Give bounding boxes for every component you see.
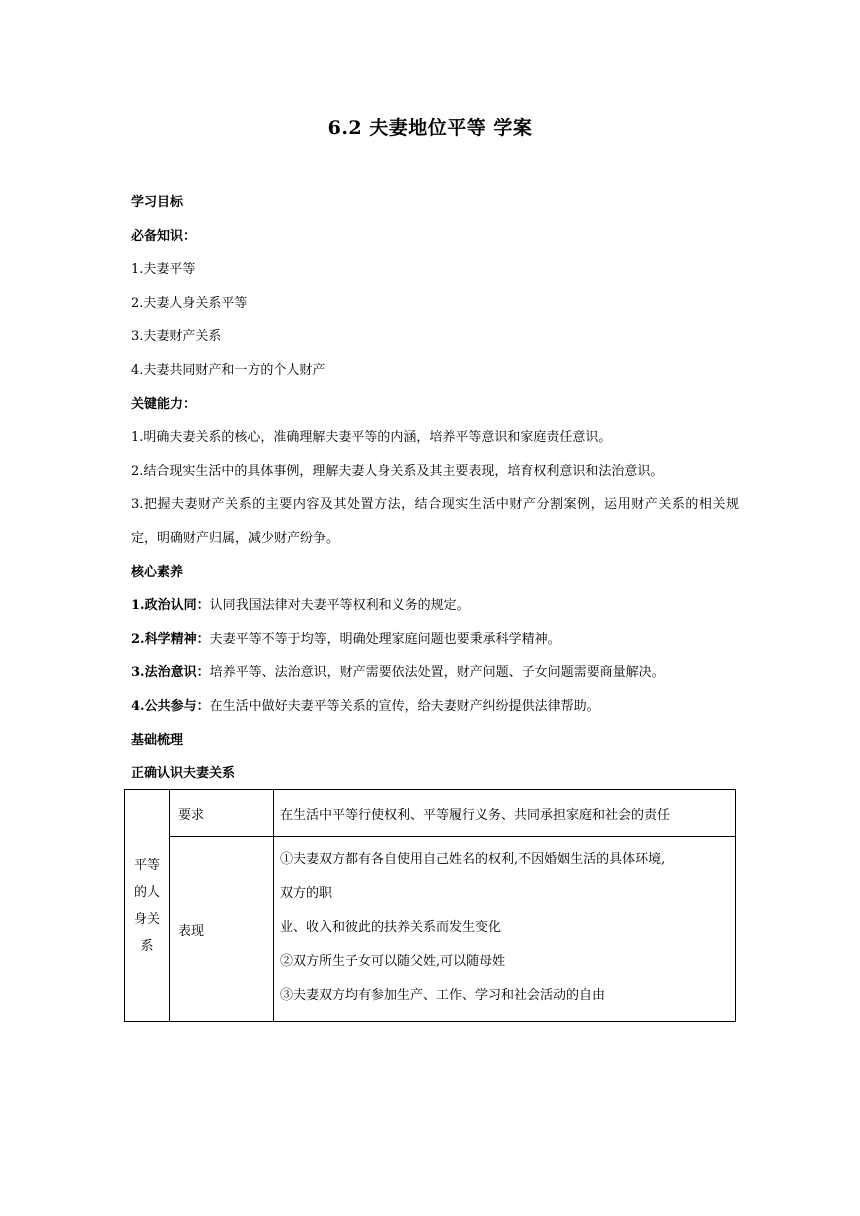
ability-item: 2.结合现实生活中的具体事例，理解夫妻人身关系及其主要表现，培育权利意识和法治意识。 [131,463,664,479]
subheading-relation: 正确认识夫妻关系 [131,766,236,782]
subheading-knowledge: 必备知识： [131,228,197,244]
knowledge-item: 3.夫妻财产关系 [131,329,222,345]
ability-item: 3.把握夫妻财产关系的主要内容及其处置方法，结合现实生活中财产分割案例，运用财产关系的相关规定，明确财产归属，减少财产纷争。 [131,497,739,546]
table-text-requirement: 在生活中平等行使权利、平等履行义务、共同承担家庭和社会的责任 [274,790,736,837]
relation-table [124,789,736,1022]
document-body [131,186,739,791]
category-line: 身关 [133,911,160,927]
section-heading-literacy: 核心素养 [131,564,184,580]
literacy-text: 夫妻平等不等于均等，明确处理家庭问题也要秉承科学精神。 [209,631,561,647]
literacy-label: 4.公共参与： [131,698,210,714]
literacy-label: 1.政治认同： [131,598,210,614]
category-line: 的人 [133,884,160,900]
literacy-label: 3.法治意识： [131,665,210,681]
literacy-label: 2.科学精神： [131,631,210,647]
category-line: 平等 [133,857,160,873]
table-text-performance [274,837,736,1022]
performance-line: 双方的职 [280,886,333,901]
literacy-item [131,656,739,690]
ability-item: 1.明确夫妻关系的核心，准确理解夫妻平等的内涵，培养平等意识和家庭责任意识。 [131,430,612,446]
performance-line: 业、收入和彼此的扶养关系而发生变化 [280,920,502,935]
performance-line: ①夫妻双方都有各自使用自己姓名的权利,不因婚姻生活的具体环境, [280,852,666,867]
literacy-item [131,589,739,623]
knowledge-item: 2.夫妻人身关系平等 [131,295,248,311]
subheading-ability: 关键能力： [131,396,197,412]
performance-line: ③夫妻双方均有参加生产、工作、学习和社会活动的自由 [280,988,606,1003]
literacy-item [131,690,739,724]
section-heading-goals: 学习目标 [131,195,184,210]
category-line: 系 [140,938,154,954]
knowledge-item: 1.夫妻平等 [131,262,196,278]
table-row [125,837,736,1022]
literacy-text: 在生活中做好夫妻平等关系的宣传，给夫妻财产纠纷提供法律帮助。 [209,698,600,714]
table-category-cell [125,790,170,1022]
literacy-text: 培养平等、法治意识，财产需要依法处置，财产问题、子女问题需要商量解决。 [209,665,665,681]
table-label-performance: 表现 [170,837,274,1022]
literacy-item [131,623,739,657]
performance-line: ②双方所生子女可以随父姓,可以随母姓 [280,954,506,969]
document-title: 6.2 夫妻地位平等 学案 [327,117,533,139]
table-row [125,790,736,837]
knowledge-item: 4.夫妻共同财产和一方的个人财产 [131,362,326,378]
section-heading-basics: 基础梳理 [131,732,184,748]
table-label-requirement: 要求 [170,790,274,837]
literacy-text: 认同我国法律对夫妻平等权利和义务的规定。 [209,598,470,614]
